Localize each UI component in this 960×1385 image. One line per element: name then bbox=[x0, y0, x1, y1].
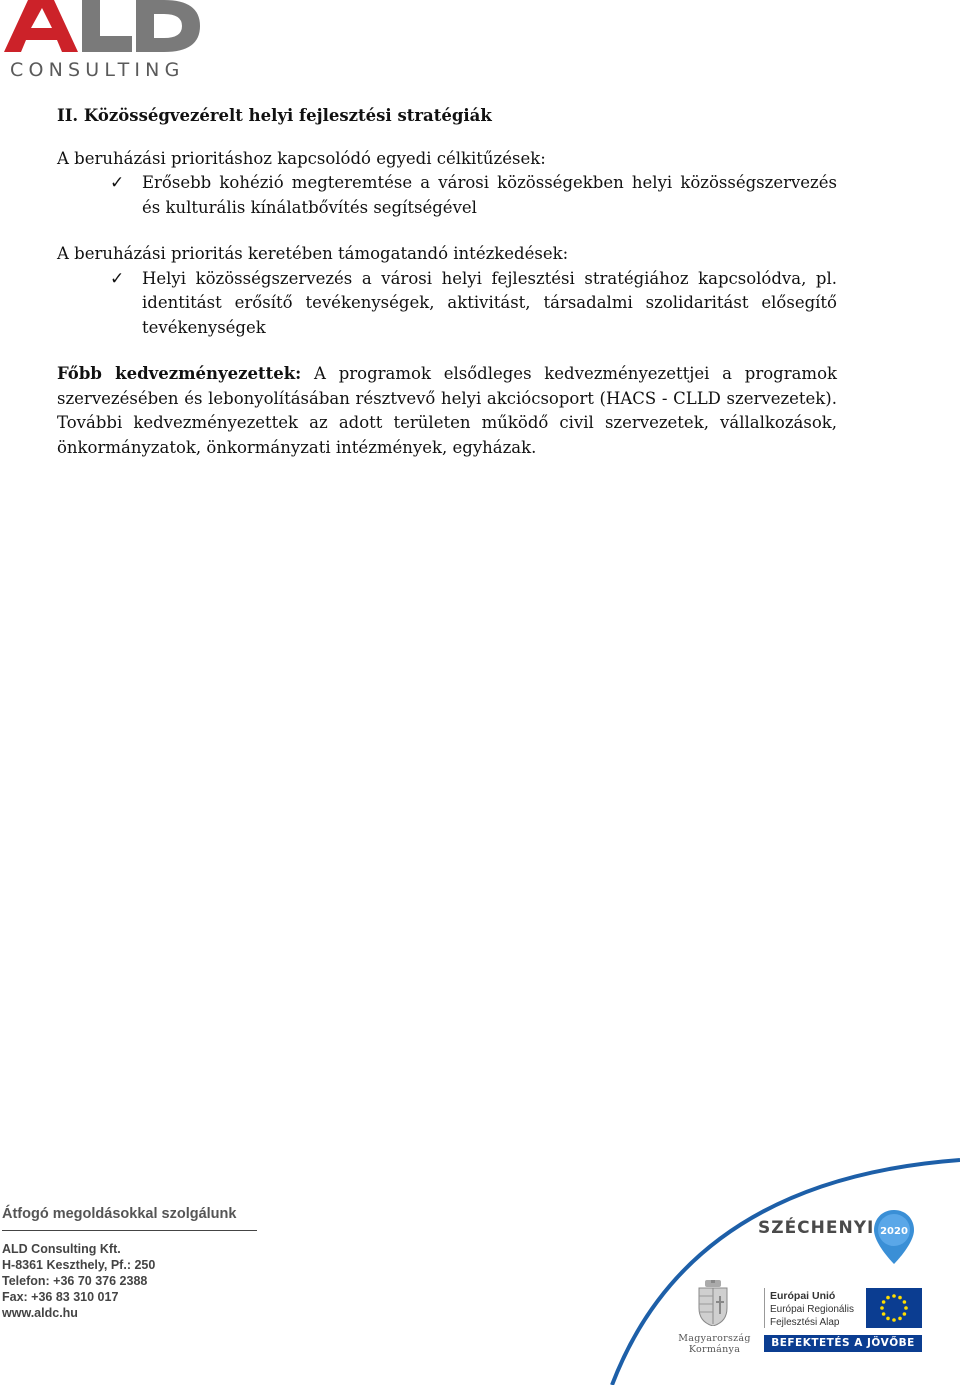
document-body bbox=[57, 104, 837, 460]
list-item bbox=[110, 171, 837, 220]
footer-contact bbox=[2, 1206, 257, 1321]
address-block bbox=[2, 1241, 257, 1321]
section-title: II. Közösségvezérelt helyi fejlesztési stratégiák bbox=[57, 106, 492, 125]
szechenyi-year: 2020 bbox=[880, 1226, 908, 1237]
beneficiaries-label: Főbb kedvezményezettek: bbox=[57, 364, 302, 383]
measure-text: Helyi közösségszervezés a városi helyi fejlesztési stratégiához kapcsolódva, pl. identitást erősítő tevékenységek, aktivitást, társadalmi szolidaritást elősegítő tevékenységek bbox=[142, 268, 837, 337]
fax-number: Fax: +36 83 310 017 bbox=[2, 1290, 119, 1304]
logo-wordmark: CONSULTING bbox=[10, 59, 185, 81]
government-line-1: Magyarország bbox=[678, 1333, 751, 1344]
beneficiaries-text: A programok elsődleges kedvezményezettjei a programok szervezésében és lebonyolításában résztvevő helyi akciócsoport (HACS - CLLD szervezetek). További kedvezményezettek az adott területen működő civil szervezetek, vállalkozások, önkormányzatok, önkormányzati intézmények, egyházak. bbox=[57, 364, 838, 457]
szechenyi-logo-text: SZÉCHENYI bbox=[758, 1218, 875, 1238]
website-link[interactable]: www.aldc.hu bbox=[2, 1306, 78, 1320]
eu-flag-icon bbox=[866, 1288, 922, 1328]
szechenyi-pin-icon bbox=[872, 1208, 916, 1266]
phone-number: Telefon: +36 70 376 2388 bbox=[2, 1274, 148, 1288]
ald-logo-mark bbox=[4, 0, 200, 52]
measures-intro: A beruházási prioritás keretében támogatandó intézkedések: bbox=[57, 244, 569, 263]
measures-block bbox=[57, 242, 837, 340]
eu-divider bbox=[764, 1288, 765, 1328]
eu-line-1: Európai Unió bbox=[770, 1290, 836, 1302]
objectives-list bbox=[57, 171, 837, 220]
company-logo bbox=[4, 0, 204, 84]
objectives-block bbox=[57, 147, 837, 221]
hungarian-crest-icon bbox=[696, 1280, 730, 1326]
beneficiaries-paragraph bbox=[57, 362, 837, 460]
postal-address: H-8361 Keszthely, Pf.: 250 bbox=[2, 1258, 156, 1272]
objectives-intro: A beruházási prioritáshoz kapcsolódó egyedi célkitűzések: bbox=[57, 148, 546, 168]
government-line-2: Kormánya bbox=[688, 1344, 741, 1355]
measures-list bbox=[57, 267, 837, 341]
footer-slogan: Átfogó megoldásokkal szolgálunk bbox=[2, 1206, 257, 1231]
eu-line-3: Fejlesztési Alap bbox=[770, 1317, 840, 1328]
checkmark-icon: ✓ bbox=[110, 268, 125, 289]
government-label bbox=[672, 1333, 757, 1355]
eu-line-2: Európai Regionális bbox=[770, 1304, 854, 1315]
checkmark-icon: ✓ bbox=[110, 173, 125, 193]
invest-banner: BEFEKTETÉS A JÖVŐBE bbox=[764, 1335, 922, 1352]
list-item bbox=[110, 267, 837, 341]
company-name: ALD Consulting Kft. bbox=[2, 1242, 121, 1256]
objective-text: Erősebb kohézió megteremtése a városi közösségekben helyi közösségszervezés és kulturális kínálatbővítés segítségével bbox=[142, 173, 837, 217]
eu-fund-label bbox=[770, 1290, 854, 1329]
